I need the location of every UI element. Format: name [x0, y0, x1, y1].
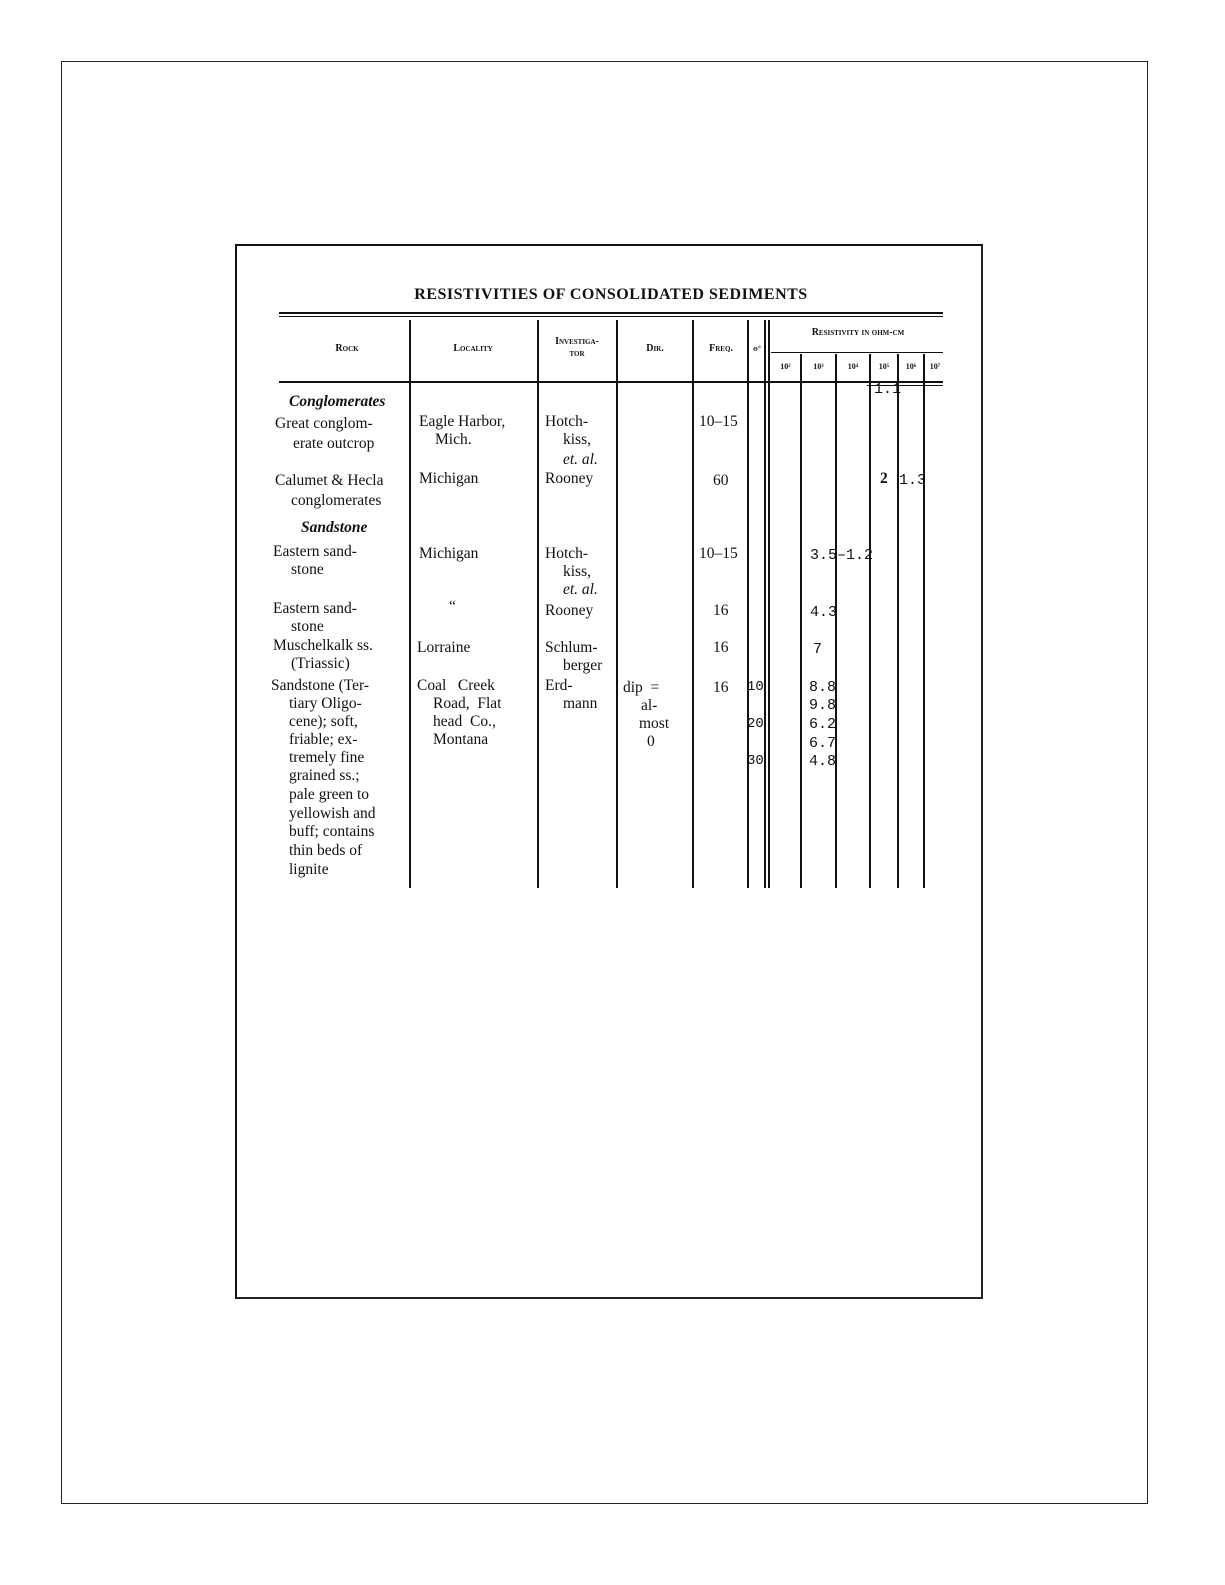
row3-rock-1: Eastern sand-	[273, 543, 357, 560]
row6-rock-2: tiary Oligo-	[289, 695, 362, 712]
row6-rock-8: yellowish and	[289, 805, 376, 822]
row3-freq: 10–15	[699, 545, 738, 562]
row6-rock-9: buff; contains	[289, 823, 375, 840]
row1-freq: 10–15	[699, 413, 738, 430]
row1-investigator-1: Hotch-	[545, 413, 589, 430]
row6-rock-1: Sandstone (Ter-	[271, 677, 370, 694]
row1-locality-2: Mich.	[435, 431, 472, 448]
header-investigator-1: Investiga-	[555, 336, 599, 347]
row6-rock-10: thin beds of	[289, 842, 363, 859]
header-rule	[279, 381, 943, 383]
table-title: RESISTIVITIES OF CONSOLIDATED SEDIMENTS	[414, 286, 808, 303]
row4-freq: 16	[713, 602, 729, 619]
col-rule-rock	[409, 320, 411, 888]
header-theta: θ°	[753, 344, 761, 353]
row6-investigator-2: mann	[563, 695, 598, 712]
row2-freq: 60	[713, 472, 729, 489]
row6-rock-7: pale green to	[289, 786, 370, 803]
col-rule-exp-3	[869, 354, 871, 888]
col-rule-exp-5	[923, 354, 925, 888]
row6-theta-1: 10	[747, 679, 764, 695]
col-rule-exp-4	[897, 354, 899, 888]
header-exp-10-2: 10²	[780, 362, 791, 371]
row6-rock-5: tremely fine	[289, 749, 365, 766]
scanned-table-page	[235, 244, 983, 1299]
header-exp-10-4: 10⁴	[847, 362, 859, 371]
row1-value-1: 1.1	[874, 381, 902, 398]
row6-locality-3: head Co.,	[433, 713, 496, 730]
row5-investigator-2: berger	[563, 657, 603, 674]
col-rule-exp-1	[800, 354, 802, 888]
row3-rock-2: stone	[291, 561, 324, 578]
row6-value-2: 9.8	[809, 697, 837, 714]
row6-dir-4: 0	[647, 733, 655, 750]
row4-rock-2: stone	[291, 618, 324, 635]
row6-freq: 16	[713, 679, 729, 696]
row6-value-3: 6.2	[809, 716, 837, 733]
row2-locality-1: Michigan	[419, 470, 479, 487]
col-rule-locality	[537, 320, 539, 888]
row4-locality-1: “	[449, 598, 456, 615]
row2-value-2: 1.3	[899, 472, 927, 489]
row6-dir-1: dip =	[623, 679, 660, 696]
row2-value-1: 2	[880, 470, 888, 487]
header-locality: Locality	[453, 343, 493, 354]
header-freq: Freq.	[709, 343, 733, 354]
resistivity-header-rule	[771, 352, 943, 353]
row3-value-1: 3.5	[810, 547, 838, 564]
row6-theta-2: 20	[747, 716, 764, 732]
row1-investigator-2: kiss,	[563, 431, 591, 448]
row1-rock-1: Great conglom-	[275, 415, 373, 432]
col-rule-theta-1	[764, 320, 766, 888]
row2-rock-1: Calumet & Hecla	[275, 472, 384, 489]
row6-rock-3: cene); soft,	[289, 713, 358, 730]
row1-locality-1: Eagle Harbor,	[419, 413, 506, 430]
row3-investigator-1: Hotch-	[545, 545, 589, 562]
title-rule-top	[279, 312, 943, 314]
section-conglomerates: Conglomerates	[289, 393, 386, 410]
section-sandstone: Sandstone	[301, 519, 368, 536]
row5-freq: 16	[713, 639, 729, 656]
row5-investigator-1: Schlum-	[545, 639, 598, 656]
row3-locality-1: Michigan	[419, 545, 479, 562]
row6-locality-4: Montana	[433, 731, 489, 748]
row4-value-1: 4.3	[810, 604, 838, 621]
row3-investigator-2: kiss,	[563, 563, 591, 580]
row6-theta-3: 30	[747, 753, 764, 769]
row6-locality-2: Road, Flat	[433, 695, 502, 712]
row6-locality-1: Coal Creek	[417, 677, 495, 694]
row5-value-1: 7	[813, 641, 823, 658]
row5-rock-1: Muschelkalk ss.	[273, 637, 373, 654]
header-dir: Dir.	[646, 343, 664, 354]
row5-locality-1: Lorraine	[417, 639, 471, 656]
row2-investigator-1: Rooney	[545, 470, 594, 487]
row6-rock-6: grained ss.;	[289, 767, 360, 784]
row3-investigator-3: et. al.	[563, 581, 598, 598]
row1-rock-2: erate outcrop	[293, 435, 375, 452]
header-rock: Rock	[335, 343, 359, 354]
col-rule-exp-2	[835, 354, 837, 888]
row6-investigator-1: Erd-	[545, 677, 573, 694]
col-rule-dir	[692, 320, 694, 888]
row4-rock-1: Eastern sand-	[273, 600, 357, 617]
col-rule-freq	[747, 320, 749, 888]
row1-investigator-3: et. al.	[563, 451, 598, 468]
row6-dir-3: most	[639, 715, 670, 732]
header-resistivity: Resistivity in ohm-cm	[811, 327, 905, 338]
row3-value-2: –1.2	[837, 547, 874, 564]
header-exp-10-6: 10⁶	[905, 362, 917, 371]
header-exp-10-3: 10³	[813, 362, 824, 371]
row6-dir-2: al-	[641, 697, 658, 714]
header-exp-10-7: 10⁷	[929, 362, 941, 371]
row6-value-4: 6.7	[809, 735, 837, 752]
col-rule-theta-2	[768, 320, 770, 888]
header-exp-10-5: 10⁵	[878, 362, 890, 371]
row6-value-1: 8.8	[809, 679, 837, 696]
row6-rock-11: lignite	[289, 861, 329, 878]
row5-rock-2: (Triassic)	[291, 655, 350, 672]
row2-rock-2: conglomerates	[291, 492, 382, 509]
col-rule-investigator	[616, 320, 618, 888]
row6-rock-4: friable; ex-	[289, 731, 358, 748]
title-rule-bottom	[279, 316, 943, 317]
row4-investigator-1: Rooney	[545, 602, 594, 619]
header-investigator-2: tor	[569, 348, 585, 359]
row6-value-5: 4.8	[809, 753, 837, 770]
